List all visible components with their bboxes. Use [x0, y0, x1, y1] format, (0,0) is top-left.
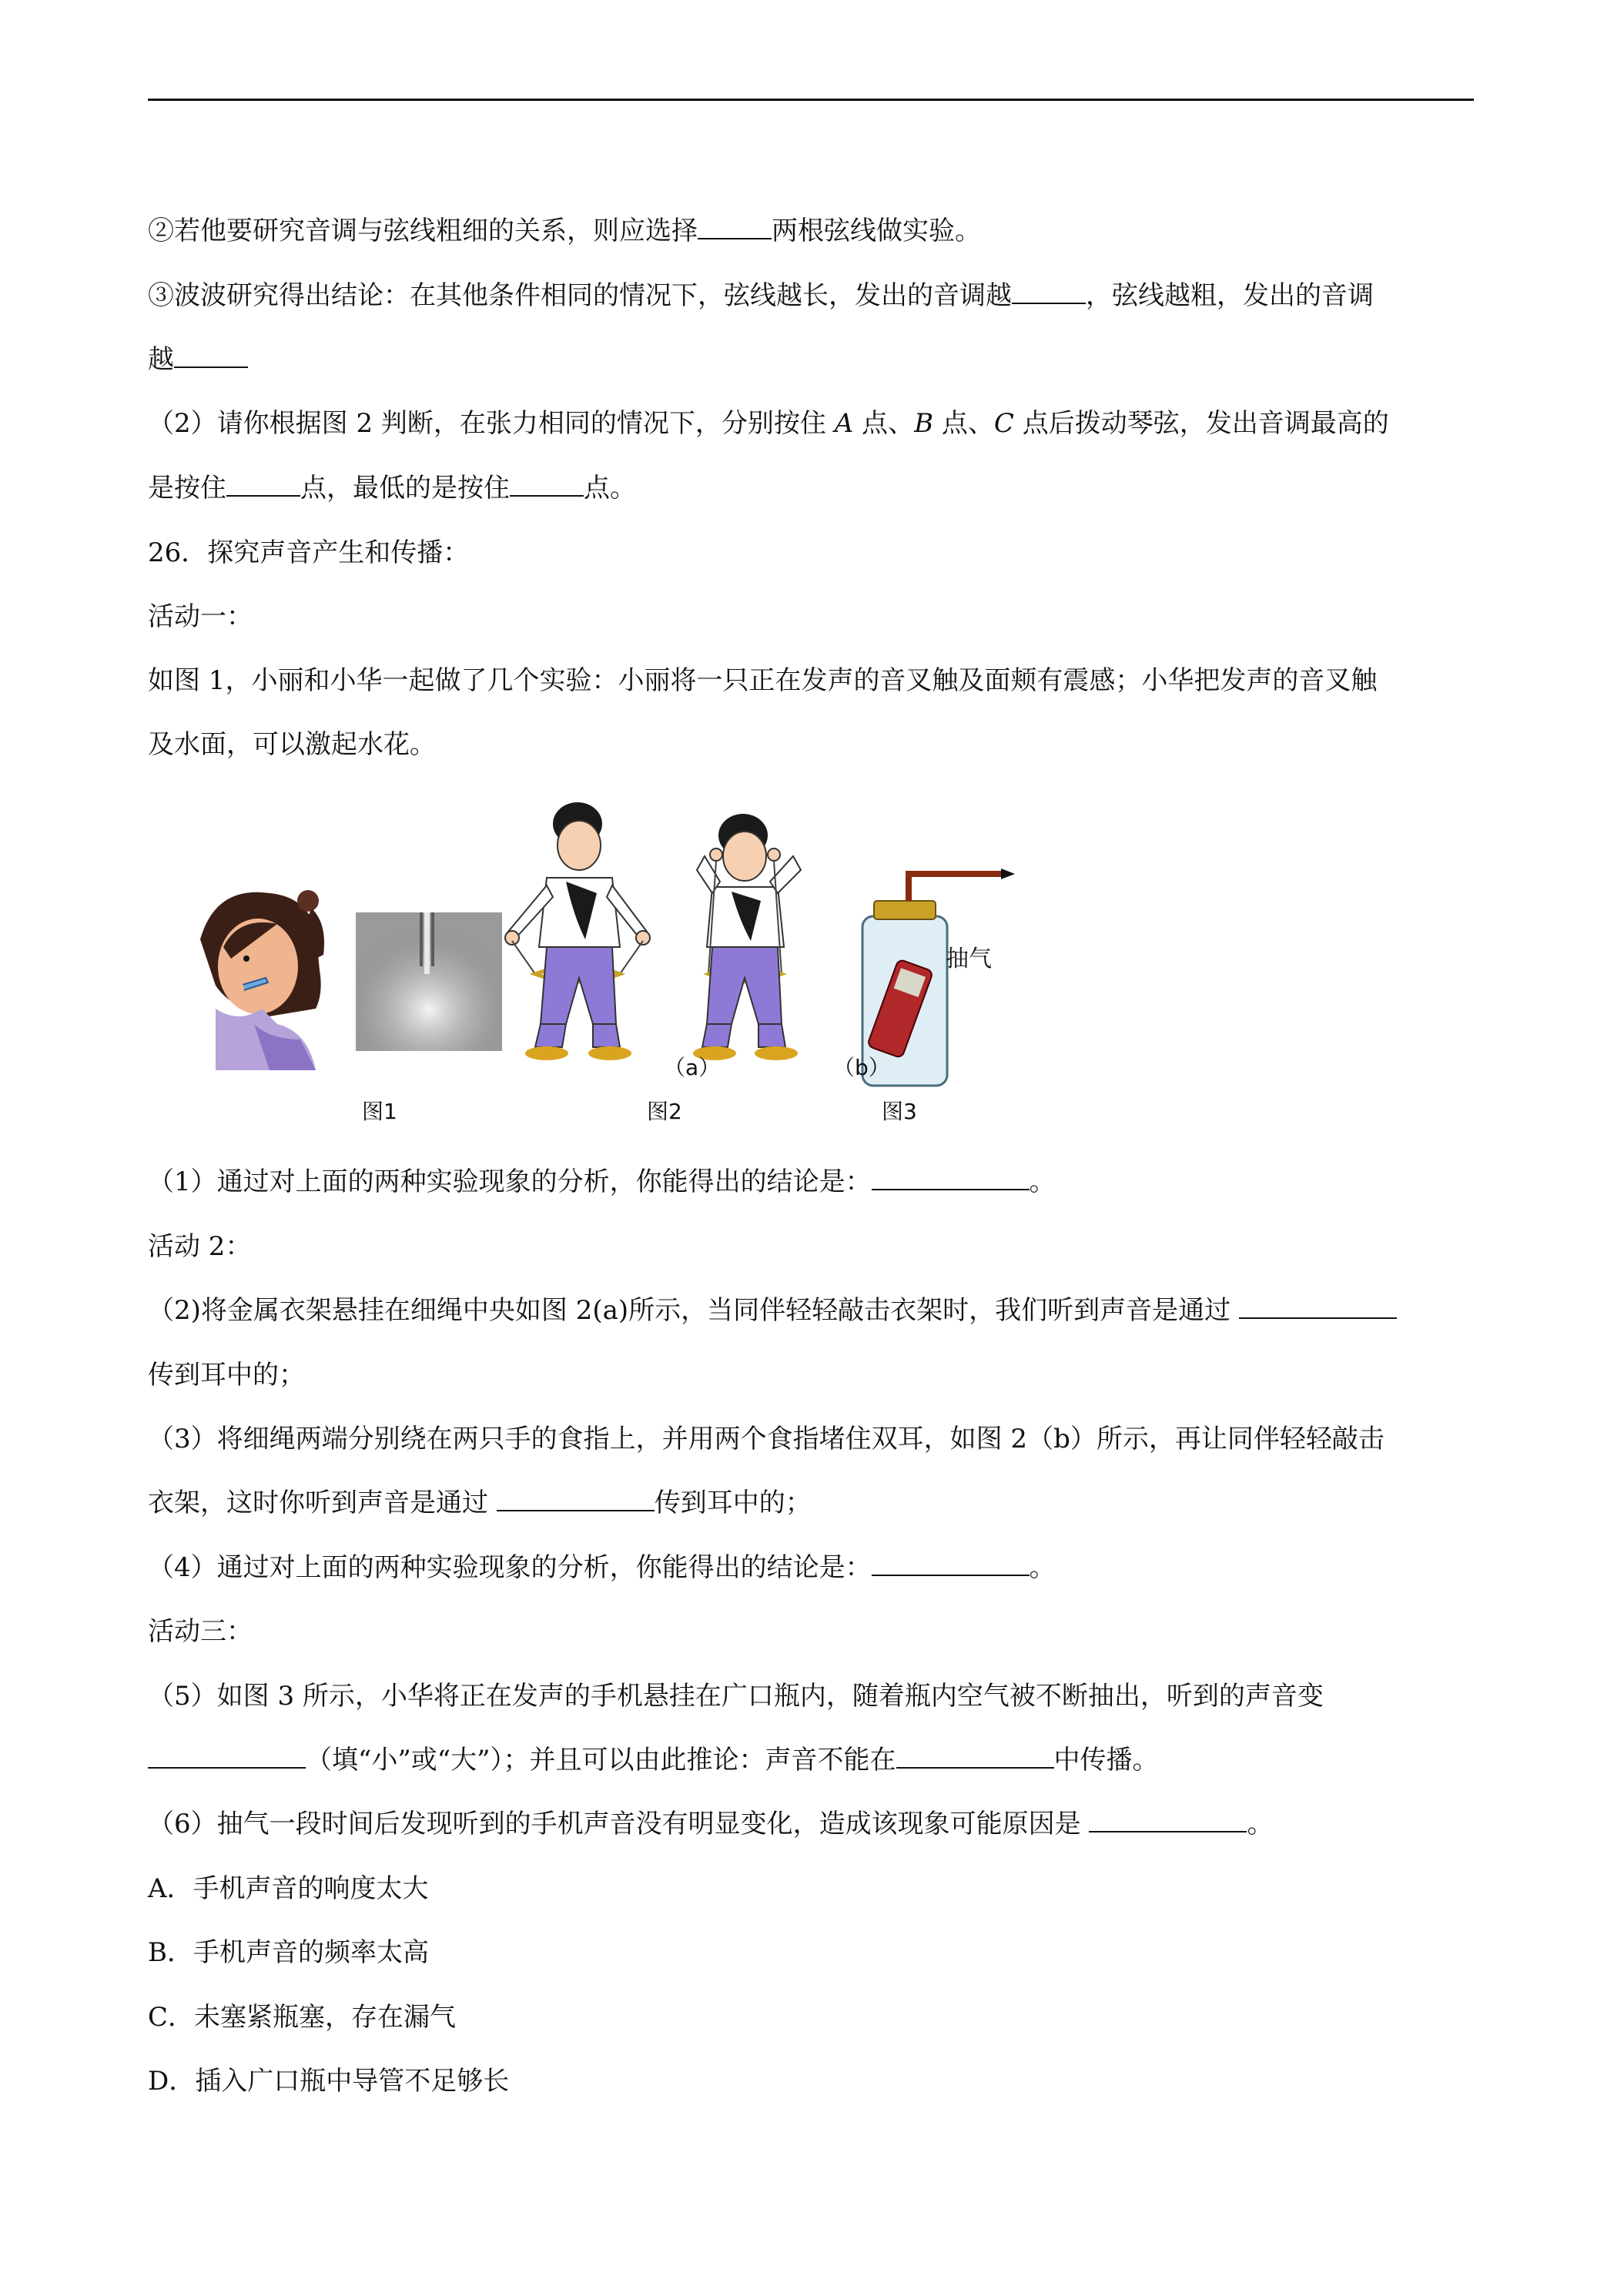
- option-a[interactable]: A．手机声音的响度太大: [148, 1873, 429, 1904]
- girl-tuning-fork-illustration: [200, 890, 324, 1070]
- answer-blank[interactable]: [497, 1487, 655, 1511]
- q25-sub2-cont: 是按住 点，最低的是按住 点。: [148, 473, 636, 504]
- answer-blank[interactable]: [1089, 1808, 1247, 1832]
- q26-sub5-cont: （填“小”或“大”）；并且可以由此推论：声音不能在 中传播。: [148, 1743, 1474, 1777]
- q26-sub6: （6）抽气一段时间后发现听到的手机声音没有明显变化，造成该现象可能原因是 。: [148, 1809, 1274, 1839]
- q25-item3-cont: 越: [148, 343, 1474, 377]
- answer-blank[interactable]: [1239, 1294, 1397, 1319]
- experiment-figure: [185, 793, 1032, 1132]
- q25-item2: ②若他要研究音调与弦线粗细的关系，则应选择 两根弦线做实验。: [148, 216, 981, 246]
- q26-sub4: （4）通过对上面的两种实验现象的分析，你能得出的结论是： 。: [148, 1552, 1056, 1583]
- answer-blank[interactable]: [698, 215, 772, 239]
- activity-two-heading: 活动 2：: [148, 1231, 252, 1262]
- option-b[interactable]: B．手机声音的频率太高: [148, 1937, 429, 1968]
- activity-one-text-cont: 及水面，可以激起水花。: [148, 729, 436, 760]
- figure-label-b: （b）: [833, 1055, 890, 1080]
- activity-one-heading: 活动一：: [148, 601, 253, 632]
- answer-blank[interactable]: [510, 472, 584, 497]
- q25-item3: ③波波研究得出结论：在其他条件相同的情况下，弦线越长，发出的音调越 ，弦线越粗，发出的音调: [148, 280, 1374, 311]
- q26-sub3-cont: 衣架，这时你听到声音是通过 传到耳中的；: [148, 1488, 812, 1518]
- figure-caption-3: 图3: [882, 1099, 917, 1124]
- q26-sub2: （2)将金属衣架悬挂在细绳中央如图 2(a)所示，当同伴轻轻敲击衣架时，我们听到声音是通过: [148, 1294, 1474, 1327]
- figure-caption-2: 图2: [647, 1099, 682, 1124]
- figure-label-a: （a）: [664, 1055, 721, 1080]
- q26-sub3: （3）将细绳两端分别绕在两只手的食指上，并用两个食指堵住双耳，如图 2（b）所示，再让同伴轻轻敲击: [148, 1424, 1385, 1454]
- man-hanger-figure-b: [693, 814, 801, 1060]
- q26-title: 26．探究声音产生和传播：: [148, 537, 470, 568]
- q26-sub1: （1）通过对上面的两种实验现象的分析，你能得出的结论是： 。: [148, 1166, 1056, 1197]
- q26-sub2-cont: 传到耳中的；: [148, 1360, 305, 1391]
- answer-blank[interactable]: [174, 343, 248, 368]
- experiment-illustration: [185, 793, 1032, 1132]
- figure-caption-1: 图1: [362, 1099, 397, 1124]
- q25-sub2: （2）请你根据图 2 判断，在张力相同的情况下，分别按住 A 点、B 点、C 点后拨动琴弦，发出音调最高的: [148, 408, 1389, 439]
- header-rule: [148, 99, 1474, 101]
- activity-one-text: 如图 1，小丽和小华一起做了几个实验：小丽将一只正在发声的音叉触及面颊有震感；小华把发声的音叉触: [148, 665, 1378, 696]
- q26-sub5: （5）如图 3 所示，小华将正在发声的手机悬挂在广口瓶内，随着瓶内空气被不断抽出，听到的声音变: [148, 1681, 1324, 1712]
- answer-blank[interactable]: [872, 1551, 1030, 1576]
- answer-blank[interactable]: [1012, 279, 1086, 304]
- answer-blank[interactable]: [872, 1166, 1030, 1190]
- option-c[interactable]: C．未塞紧瓶塞，存在漏气: [148, 2002, 457, 2033]
- answer-blank[interactable]: [148, 1744, 306, 1769]
- answer-blank[interactable]: [226, 472, 300, 497]
- pump-label: 抽气: [946, 946, 992, 972]
- water-splash-photo: [356, 912, 502, 1051]
- answer-blank[interactable]: [896, 1744, 1054, 1769]
- option-d[interactable]: D．插入广口瓶中导管不足够长: [148, 2066, 510, 2097]
- activity-three-heading: 活动三：: [148, 1616, 253, 1647]
